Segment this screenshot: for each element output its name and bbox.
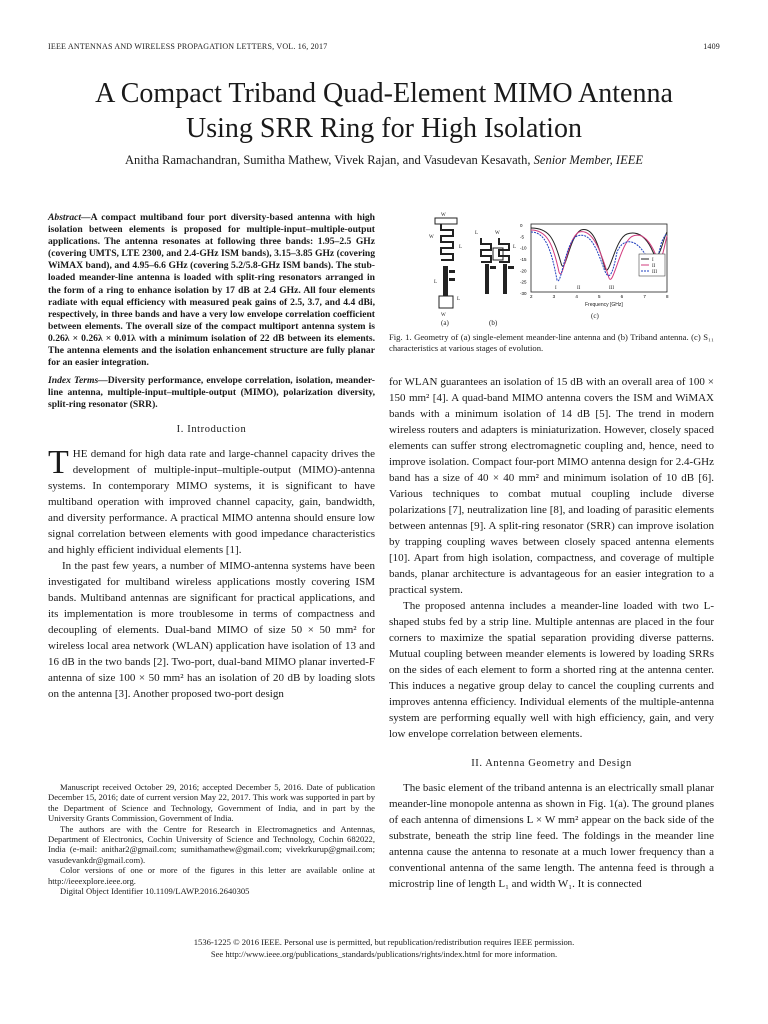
index-terms [48,375,375,411]
subfigure-label-a: (a) [441,319,449,327]
paper-title [40,76,728,146]
x-tick-label: 5 [598,294,601,299]
abstract-lead: Abstract— [48,212,91,223]
y-tick-label: -20 [520,268,527,274]
intro-paragraph-1-text: HE demand for high data rate and large-channel capacity drives the development of multiple-input–multiple-output (MIMO)-antenna systems. In contemporary MIMO systems, it is significant to have multiband operation with improved channel capacity, gain, bandwidth, and diversity performance. A practical MIMO antenna should ensure low signal correlation between elements with good impedance characteristics and highly efficient individual elements [1]. [48,447,375,556]
figure-1-graphic [389,208,714,328]
y-tick-label: 0 [520,223,523,228]
section-heading-antenna-geometry: II. Antenna Geometry and Design [471,758,632,769]
footnote-affiliation: The authors are with the Centre for Research in Electromagnetics and Antennas, Department of Electronics, Cochin University of Science and Technology, Cochin 682022, India (e-mail: anithar2@gmail.com; sumithamathew@gmail.com; vivekrkurup@gmail.com; vasudevankdr@gmail.com). [48,823,375,865]
x-tick-label: 3 [552,294,556,299]
band-label-2: II [577,286,581,291]
left-column [48,212,375,702]
antenna-geometry-b [475,231,516,294]
x-tick-label: 6 [620,294,624,299]
figure-1-caption: Fig. 1. Geometry of (a) single-element meander-line antenna and (b) Triband antenna. (c) S₁₁ characteristics at various stages of evolution. [389,332,714,353]
copyright-line-2: See http://www.ieee.org/publications_standards/publications/rights/index.html for more information. [210,949,558,959]
y-tick-label: -15 [520,257,527,262]
author-role: Senior Member, IEEE [533,153,643,167]
subfigure-label-b: (b) [489,319,498,327]
x-tick-label: 2 [530,294,533,299]
antenna-geometry-a [429,213,462,318]
x-tick-label: 4 [575,294,578,299]
band-label-1: I [555,286,557,291]
band-label-3: III [609,286,614,291]
abstract [48,212,375,369]
running-head [48,42,720,56]
s11-chart [520,223,669,308]
svg-text:W: W [441,313,446,318]
title-line-1: A Compact Triband Quad-Element MIMO Antenna [95,78,673,109]
right-paragraph-3: The basic element of the triband antenna is an electrically small planar meander-line monopole antenna as shown in Fig. 1(a). The ground planes of each antenna of dimensions L × W mm² appear on the back side of the substrate, beneath the strip line feed. The foldings in the meander line antenna cause the antenna to resonate at a much lower frequency than a conventional antenna of the same length. The antenna feed is through a microstrip line of length L₁ and width W₁. It is connected [389,782,714,890]
right-paragraph-1: for WLAN guarantees an isolation of 15 dB with an overall area of 100 × 150 mm² [4]. A quad-band MIMO antenna covers the ISM and WiMAX bands with a minimum isolation of 14 dB [5]. The trend in modern wireless routers and adapters is miniaturization. However, closely spaced elements can suffer strong electromagnetic coupling and, hence, need to improve isolation. Compact four-port MIMO antenna design for 2.4-GHz band has a size of 40 × 40 mm² and minimum isolation of 10 dB [6]. Various techniques to combat mutual coupling include diverse polarizations [7], neutralization line [8], and loading of parasitic elements between antennas [9]. A split-ring resonator (SRR) can improve isolation by trapping coupling waves between closely spaced antenna elements [10]. Apart from high isolation, compactness, and coverage of multiple bands, planar architecture is advantageous for an easier integration to a practical system. [389,376,714,596]
page-number: 1409 [703,42,720,51]
copyright-footer [48,936,720,960]
y-tick-label: -30 [520,291,527,296]
svg-text:W: W [429,235,434,240]
footnotes [48,782,375,896]
x-tick-labels [530,294,669,299]
chart-x-axis-label: Frequency [GHz] [585,302,623,308]
footnote-color: Color versions of one or more of the figures in this letter are available online at http://ieeexplore.ieee.org. [48,865,375,886]
right-column [389,374,714,892]
svg-text:W: W [441,213,446,218]
y-tick-label: -10 [520,245,527,251]
footnote-manuscript: Manuscript received October 29, 2016; accepted December 5, 2016. Date of publication December 15, 2016; date of current version May 22, 2017. This work was supported in part by the Department of Science and Technology, Government of India, and in part by the University Grants Commission, Government of India. [48,782,375,824]
legend-item-1: I [652,258,654,263]
svg-text:L: L [513,245,517,250]
subfigure-label-c: (c) [591,312,599,320]
footnote-doi: Digital Object Identifier 10.1109/LAWP.2016.2640305 [60,886,250,897]
intro-paragraph-1 [48,443,375,558]
right-paragraph-2: The proposed antenna includes a meander-line loaded with two L-shaped stubs fed by a strip line. Multiple antennas are placed in the four corners to maximize the spatial separation providing diverse patterns. Mutual coupling between meander elements is lowered by loading SRRs on the sides of each element to form a shorted ring at the antenna center. This induces a negative group delay to cancel the coupling currents and improves antenna efficiency. Individual elements of the multiple-antenna system are performing equally well with high efficiency, gain, and very low envelope correlation between elements. [389,600,714,740]
svg-text:L: L [459,245,463,250]
journal-name: IEEE ANTENNAS AND WIRELESS PROPAGATION LETTERS, VOL. 16, 2017 [48,42,328,51]
svg-text:L: L [475,231,479,236]
figure-1 [389,208,714,328]
copyright-line-1: 1536-1225 © 2016 IEEE. Personal use is permitted, but republication/redistribution requires IEEE permission. [193,937,575,947]
intro-paragraph-2: In the past few years, a number of MIMO-antenna systems have been investigated for multiband wireless applications mostly covering ISM bands. Multiband antennas are significant for practical applications, and its implementation is more troublesome in terms of compactness and decoupling of elements. Dual-band MIMO of size 50 × 50 mm² for wireless local area network (WLAN) application have isolation of 13 and 16 dB in the two bands [2]. Two-port, dual-band MIMO planar inverted-F antenna of size 100 × 50 mm² has an isolation of 20 dB by loading slots on the antenna [3]. Another proposed two-port design [48,559,375,700]
author-list [40,153,728,168]
drop-cap: T [48,443,69,481]
title-line-2: Using SRR Ring for High Isolation [186,113,582,144]
svg-text:W: W [495,231,500,236]
index-terms-text: Diversity performance, envelope correlation, isolation, meander-line antenna, multiple-input–multiple-output (MIMO), polarization diversity, split-ring resonator (SRR). [48,375,375,411]
legend-item-2: II [652,264,656,269]
svg-text:L: L [457,297,461,302]
y-tick-label: -5 [520,234,525,240]
index-terms-lead: Index Terms— [48,375,108,387]
abstract-text: A compact multiband four port diversity-based antenna with high isolation between elements is proposed for multiple-input–multiple-output applications. The antenna resonates at following three bands: 1.95–2.5 GHz (covering UMTS, LTE 2300, and 2.4-GHz ISM bands), 3.15–3.85 GHz (covering WiMAX band), and 4.95–6.6 GHz (covering 5.2/5.8-GHz ISM bands). The stub-loaded meander-line antenna is loaded with split-ring resonators arranged in the form of a ring to enhance isolation by 17 dB at 2.4 GHz. All four elements radiate with equal efficiency with measured peak gains of 2.5, 3.7, and 4.4 dBi, respectively, in three bands and have a very low envelope correlation coefficient between elements. The overall size of the compact multiport antenna system is 0.26λ × 0.26λ × 0.01λ with a minimum isolation of 22 dB between its elements. The antenna elements and the isolation enhancement structure are fully planar for an easier integration. [48,212,375,369]
section-heading-introduction: I. Introduction [176,423,247,435]
author-names: Anitha Ramachandran, Sumitha Mathew, Vivek Rajan, and Vasudevan Kesavath, [125,153,531,167]
y-tick-label: -25 [520,279,527,285]
svg-text:L: L [434,280,438,285]
x-tick-label: 7 [643,294,646,299]
chart-legend [639,254,665,276]
y-tick-labels [520,223,527,296]
x-tick-label: 8 [666,294,669,299]
legend-item-3: III [652,270,657,275]
